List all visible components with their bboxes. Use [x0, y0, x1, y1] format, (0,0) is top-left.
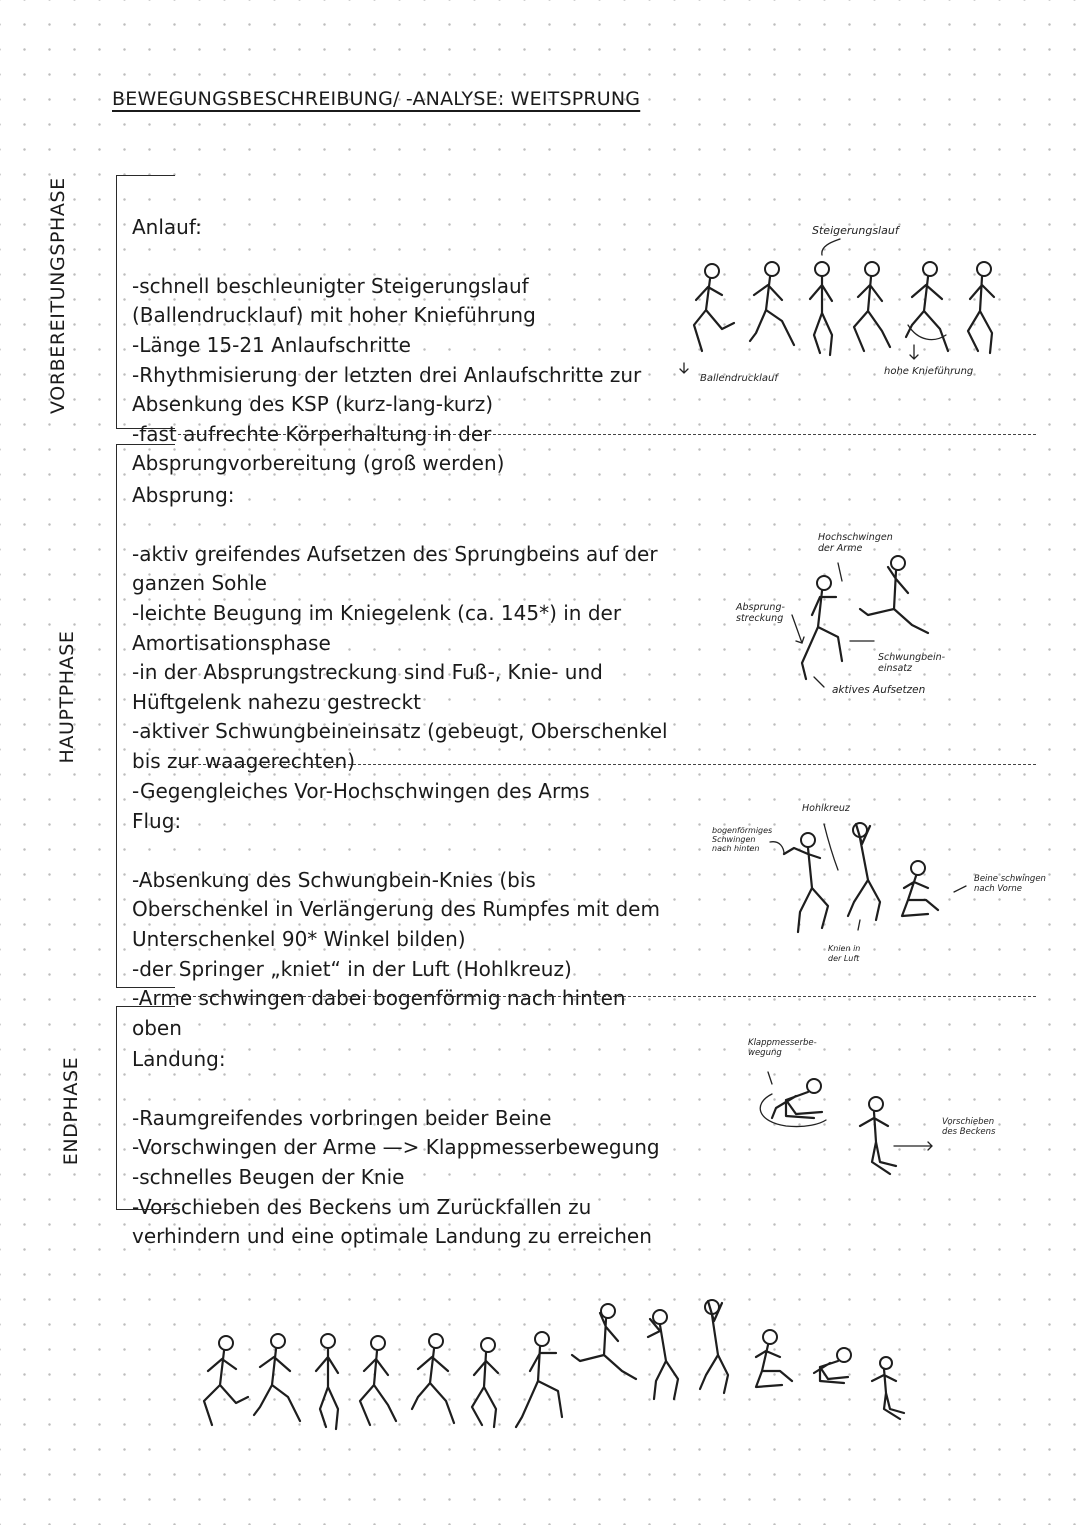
section-heading: Anlauf: [132, 214, 202, 239]
section-heading: Flug: [132, 808, 182, 833]
section-line: ganzen Sohle [132, 571, 267, 596]
section-line: Absenkung des KSP (kurz-lang-kurz) [132, 392, 494, 417]
sequence-figure [472, 1338, 498, 1427]
section-line: Hüftgelenk nahezu gestreckt [132, 689, 421, 714]
landing-figure [760, 1079, 826, 1127]
section-line: -aktiv greifendes Aufsetzen des Sprungbeins auf der [132, 541, 658, 566]
phase-label-vorbereitung: VORBEREITUNGSPHASE [47, 177, 69, 414]
section-line: -aktiver Schwungbeineinsatz (gebeugt, Oberschenkel [132, 719, 668, 744]
sequence-figure [872, 1357, 904, 1419]
runner-figure [750, 262, 794, 345]
runner-figure [968, 262, 994, 353]
section-body [132, 272, 672, 479]
section-line: oben [132, 1015, 182, 1040]
page-title: BEWEGUNGSBESCHREIBUNG/ -ANALYSE: WEITSPRUNG [112, 88, 641, 110]
section-line: -Absenkung des Schwungbein-Knies (bis [132, 867, 536, 892]
jumper-figure [860, 556, 928, 633]
section-line: -Vorschwingen der Arme —> Klappmesserbewegung [132, 1135, 660, 1160]
section-line: -leichte Beugung im Kniegelenk (ca. 145*) in der [132, 600, 622, 625]
sequence-figure [516, 1332, 562, 1427]
section-body [132, 540, 672, 806]
section-line: -Vorschieben des Beckens um Zurückfallen zu [132, 1194, 592, 1219]
section-line: -der Springer „kniet“ in der Luft (Hohlkreuz) [132, 956, 572, 981]
section-line: Unterschenkel 90* Winkel bilden) [132, 926, 466, 951]
sketch-flug [770, 820, 970, 950]
runner-figure [854, 262, 890, 351]
note-klappmesser: Klappmesserbe- wegung [748, 1038, 817, 1058]
note-becken: Vorschieben des Beckens [942, 1117, 996, 1137]
section-line: -Länge 15-21 Anlaufschritte [132, 332, 411, 357]
section-line: verhindern und eine optimale Landung zu erreichen [132, 1224, 652, 1249]
sequence-figure [360, 1336, 396, 1425]
note-hohlkreuz: Hohlkreuz [802, 803, 850, 814]
section-landung [132, 1015, 672, 1281]
section-line: bis zur waagerechten) [132, 748, 356, 773]
section-line: -Gegengleiches Vor-Hochschwingen des Arms [132, 778, 590, 803]
sequence-figure [572, 1304, 636, 1379]
sequence-figure [648, 1310, 678, 1399]
note-knien: Knien in der Luft [828, 944, 861, 963]
sketch-sequence [200, 1295, 940, 1430]
phase-label-haupt: HAUPTPHASE [56, 630, 78, 764]
sketch-anlauf [670, 255, 1020, 365]
flight-figure [902, 861, 938, 916]
section-line: -Arme schwingen dabei bogenförmig nach hinten [132, 986, 626, 1011]
note-knieführung: hohe Knieführung [884, 366, 974, 377]
flight-figure [784, 833, 828, 932]
sequence-figure [814, 1348, 851, 1383]
sequence-figure [204, 1336, 248, 1425]
runner-figure [810, 262, 832, 355]
sketch-landung [748, 1060, 948, 1180]
runner-figure [694, 264, 734, 351]
section-line: (Ballendrucklauf) mit hoher Knieführung [132, 303, 536, 328]
note-hochschwingen: Hochschwingen der Arme [818, 532, 893, 554]
flight-figure [848, 823, 880, 920]
note-bogenförmig: bogenförmiges Schwingen nach hinten [712, 826, 773, 853]
section-line: Absprungvorbereitung (groß werden) [132, 451, 505, 476]
sequence-figure [412, 1334, 454, 1423]
sequence-figure [700, 1300, 728, 1393]
phase-label-end: ENDPHASE [60, 1056, 82, 1166]
note-ballendrucklauf: Ballendrucklauf [700, 373, 778, 384]
sequence-figure [316, 1334, 338, 1429]
section-heading: Absprung: [132, 482, 235, 507]
section-line: Amortisationsphase [132, 630, 331, 655]
note-absprungstreckung: Absprung- streckung [736, 602, 785, 624]
section-line: -fast aufrechte Körperhaltung in der [132, 421, 492, 446]
sequence-figure [756, 1330, 792, 1387]
note-beine-schwingen: Beine schwingen nach Vorne [974, 874, 1046, 894]
section-line: -Raumgreifendes vorbringen beider Beine [132, 1105, 552, 1130]
section-line: -Rhythmisierung der letzten drei Anlaufschritte zur [132, 362, 642, 387]
landing-figure [860, 1097, 896, 1174]
note-schwungbeineinsatz: Schwungbein- einsatz [878, 652, 946, 674]
jumper-figure [802, 576, 842, 679]
section-line: Oberschenkel in Verlängerung des Rumpfes mit dem [132, 897, 660, 922]
note-aktives-aufsetzen: aktives Aufsetzen [832, 684, 926, 696]
section-heading: Landung: [132, 1046, 226, 1071]
note-steigerungslauf: Steigerungslauf [812, 224, 899, 237]
section-line: -schnelles Beugen der Knie [132, 1164, 405, 1189]
section-line: -in der Absprungstreckung sind Fuß-, Knie- und [132, 660, 603, 685]
section-body [132, 1104, 672, 1252]
sequence-figure [254, 1334, 300, 1421]
section-line: -schnell beschleunigter Steigerungslauf [132, 273, 529, 298]
